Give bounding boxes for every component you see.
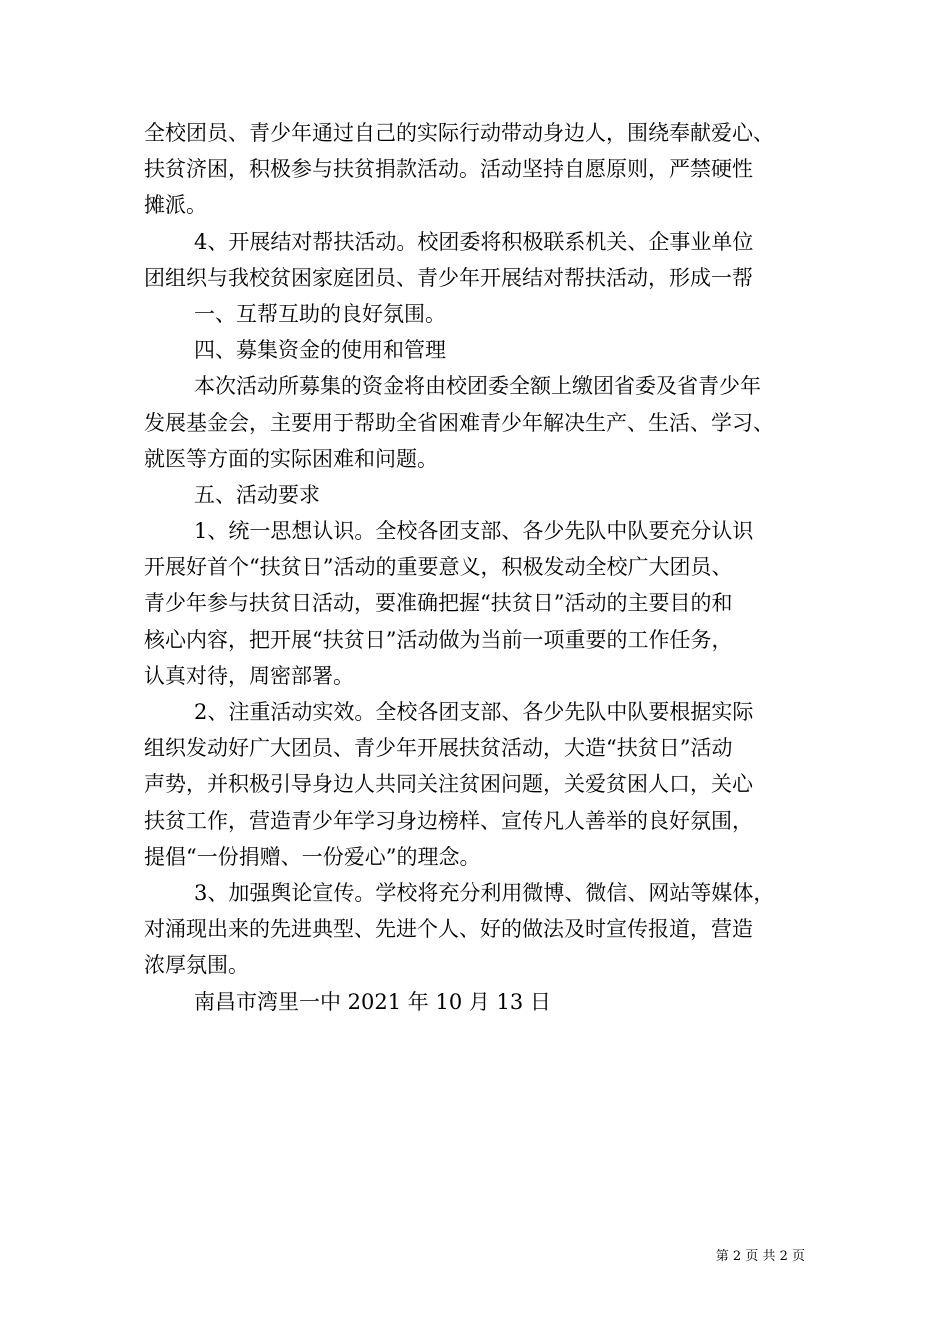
body-line: 青少年参与扶贫日活动，要准确把握“扶贫日”活动的主要目的和 [144, 591, 733, 616]
body-line: 扶贫济困，积极参与扶贫捐款活动。活动坚持自愿原则，严禁硬性 [144, 157, 753, 182]
page-number: 第 2 页 共 2 页 [715, 1249, 805, 1264]
body-line: 开展好首个“扶贫日”活动的重要意义，积极发动全校广大团员、 [144, 555, 733, 580]
body-line: 声势，并积极引导身边人共同关注贫困问题，关爱贫困人口，关心 [144, 772, 753, 797]
body-line: 2、注重活动实效。全校各团支部、各少先队中队要根据实际 [194, 700, 754, 724]
body-line: 核心内容，把开展“扶贫日”活动做为当前一项重要的工作任务， [144, 627, 733, 652]
body-line: 就医等方面的实际困难和问题。 [144, 446, 438, 471]
body-line: 摊派。 [144, 193, 207, 218]
body-line: 组织发动好广大团员、青少年开展扶贫活动，大造“扶贫日”活动 [144, 736, 733, 761]
body-line: 扶贫工作，营造青少年学习身边榜样、宣传凡人善举的良好氛围， [144, 808, 753, 833]
body-line: 3、加强舆论宣传。学校将充分利用微博、微信、网站等媒体， [194, 880, 775, 905]
body-line: 对涌现出来的先进典型、先进个人、好的做法及时宣传报道，营造 [144, 917, 753, 942]
body-line: 认真对待，周密部署。 [144, 663, 354, 688]
body-line: 发展基金会，主要用于帮助全省困难青少年解决生产、生活、学习、 [144, 410, 774, 435]
body-line: 4、开展结对帮扶活动。校团委将积极联系机关、企事业单位 [194, 229, 754, 254]
signature-date: 南昌市湾里一中 2021 年 10 月 13 日 [194, 989, 551, 1014]
body-line: 团组织与我校贫困家庭团员、青少年开展结对帮扶活动，形成一帮 [144, 265, 753, 290]
body-line: 浓厚氛围。 [144, 953, 249, 978]
document-body [144, 115, 820, 1020]
body-line: 全校团员、青少年通过自己的实际行动带动身边人，围绕奉献爱心、 [144, 121, 774, 145]
body-line: 提倡“一份捐赠、一份爱心”的理念。 [144, 844, 481, 869]
section-heading: 四、募集资金的使用和管理 [194, 338, 446, 363]
section-heading: 五、活动要求 [194, 482, 320, 507]
body-line: 本次活动所募集的资金将由校团委全额上缴团省委及省青少年 [194, 374, 761, 399]
body-line: 1、统一思想认识。全校各团支部、各少先队中队要充分认识 [194, 519, 754, 544]
body-line: 一、互帮互助的良好氛围。 [194, 301, 446, 326]
